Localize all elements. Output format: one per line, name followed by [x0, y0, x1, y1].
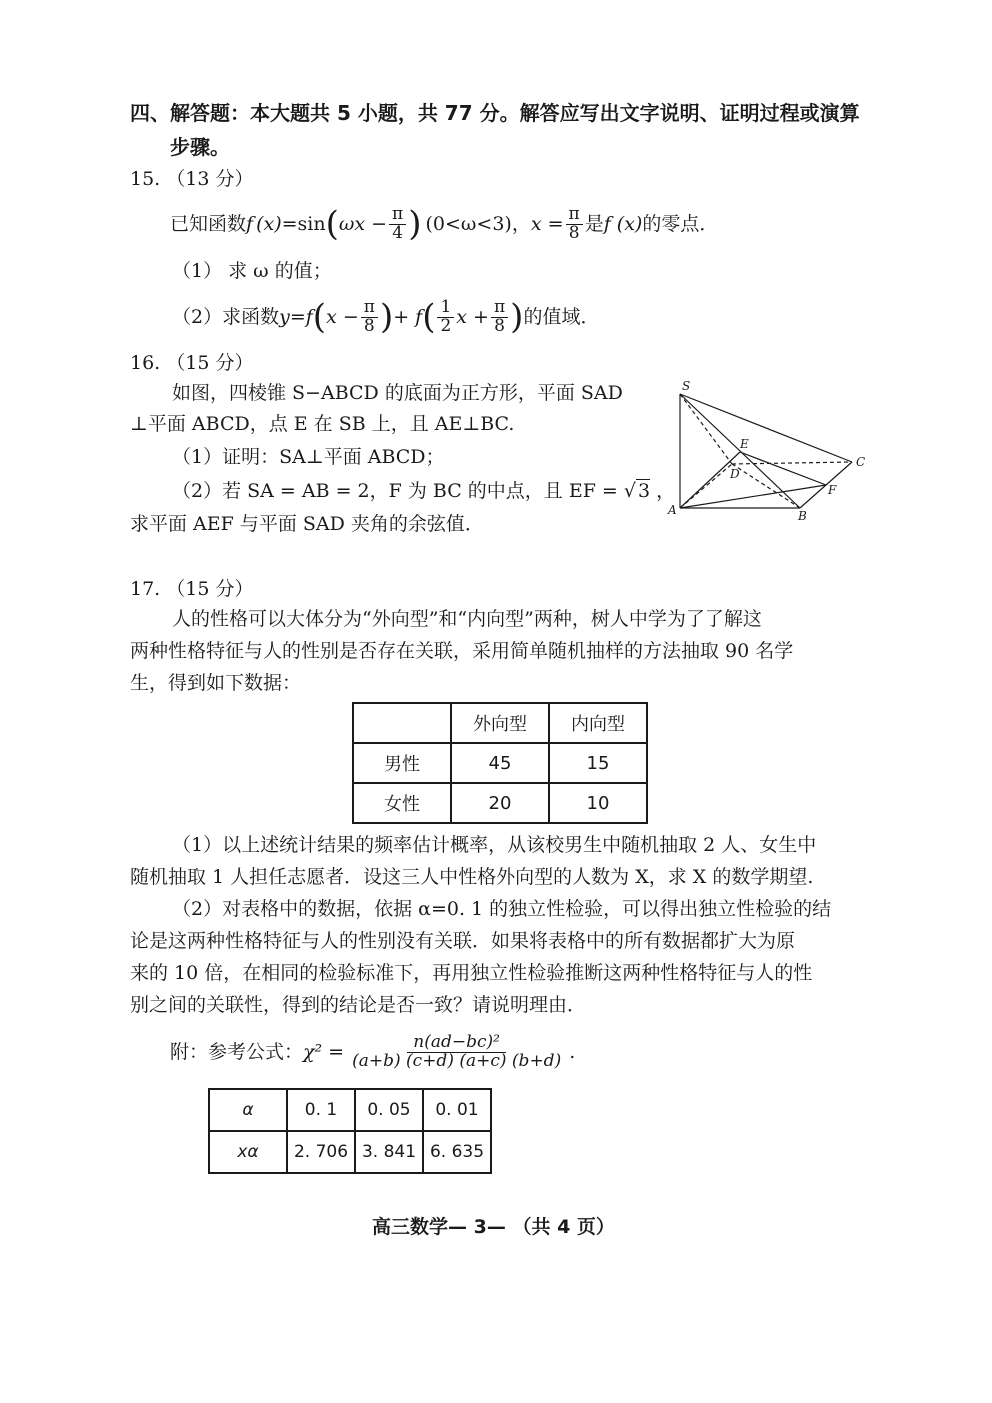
q15-p1-label: （1）: [172, 260, 223, 282]
label-C: C: [856, 455, 866, 469]
label-D: D: [730, 467, 740, 481]
q15-fx: f (x): [603, 213, 643, 235]
q17-header: [130, 576, 253, 602]
section-title-line2: 步骤。: [170, 135, 230, 159]
left-paren: (: [422, 297, 436, 337]
q15-points: （13 分）: [166, 168, 254, 190]
q15-part1: [172, 258, 332, 284]
q16-part1: （1）证明：SA⊥平面 ABCD；: [172, 446, 445, 468]
sqrt-sign: √: [623, 480, 636, 502]
table-cell: 男性: [353, 743, 451, 783]
table-cell: 3. 841: [355, 1131, 423, 1173]
q15-stem-prefix: 已知函数: [170, 213, 247, 235]
q17-part2-line1: （2）对表格中的数据，依据 α=0. 1 的独立性检验，可以得出独立性检验的结: [172, 898, 832, 920]
table-cell: 0. 05: [355, 1089, 423, 1131]
q16-stem-line1: 如图，四棱锥 S−ABCD 的底面为正方形，平面 SAD: [172, 382, 623, 404]
right-paren: ): [510, 297, 524, 337]
q17-stem-line2: 两种性格特征与人的性别是否存在关联，采用简单随机抽样的方法抽取 90 名学: [130, 640, 794, 662]
q15-part2: [172, 294, 599, 340]
q17-points: （15 分）: [166, 578, 254, 600]
q16-p2-b: ，: [656, 480, 676, 502]
reference-table: [208, 1088, 492, 1174]
page-footer: 高三数学— 3— （共 4 页）: [372, 1216, 615, 1238]
table-cell: xα: [209, 1131, 287, 1173]
table-row: [209, 1089, 491, 1131]
table-cell: 10: [549, 783, 647, 823]
pi-over-8: $\frac{\pi}{8}$: [566, 206, 583, 243]
table-row: [353, 783, 647, 823]
q17-number: 17.: [130, 578, 161, 600]
table-header: 内向型: [549, 703, 647, 743]
q15-sep: ，: [511, 213, 531, 235]
q17-part1-line1: （1）以上述统计结果的频率估计概率，从该校男生中随机抽取 2 人、女生中: [172, 834, 817, 856]
formula-den: (a+b) (c+d) (a+c) (b+d): [352, 1050, 562, 1071]
formula-end: .: [569, 1041, 576, 1063]
q17-part1-line2: 随机抽取 1 人担任志愿者．设这三人中性格外向型的人数为 X，求 X 的数学期望.: [130, 866, 814, 888]
label-S: S: [682, 379, 691, 393]
q15-p2-plus: + f: [393, 306, 423, 328]
q16-points: （15 分）: [166, 352, 254, 374]
right-paren: ): [379, 297, 394, 337]
formula-fraction: [346, 1031, 567, 1071]
label-F: F: [828, 483, 837, 497]
table-cell: α: [209, 1089, 287, 1131]
q17-part2-line2: 论是这两种性格特征与人的性别没有关联．如果将表格中的所有数据都扩大为原: [130, 930, 796, 952]
q15-p2-tail: 的值域．: [523, 306, 600, 328]
q15-inner: ωx −: [338, 213, 388, 235]
sqrt-value: 3: [638, 480, 651, 502]
q17-stem-line1: 人的性格可以大体分为“外向型”和“内向型”两种，树人中学为了了解这: [172, 608, 762, 630]
one-half: $\frac{1}{2}$: [437, 299, 454, 336]
formula-label: 附：参考公式：: [170, 1041, 304, 1063]
q15-cond: (0<ω<3): [425, 213, 512, 235]
table-cell: 20: [451, 783, 549, 823]
pi-over-4: $\frac{\pi}{4}$: [389, 206, 406, 243]
table-cell: 45: [451, 743, 549, 783]
q15-p2-inner: x −: [326, 306, 359, 328]
section-title-line1: 四、解答题：本大题共 5 小题，共 77 分。解答应写出文字说明、证明过程或演算: [130, 101, 860, 125]
q17-stem-line3: 生，得到如下数据：: [130, 672, 302, 694]
edge-EF: [740, 452, 826, 485]
formula-num: n(ad−bc)²: [407, 1034, 506, 1053]
left-paren: (: [325, 204, 339, 244]
q15-p2-x: x +: [456, 306, 489, 328]
q17-part2-line4: 别之间的关联性，得到的结论是否一致？请说明理由．: [130, 994, 587, 1016]
table-header: 外向型: [451, 703, 549, 743]
table-row: [353, 703, 647, 743]
q15-is: 是: [584, 213, 604, 235]
table-cell: 0. 01: [423, 1089, 491, 1131]
label-E: E: [740, 437, 749, 451]
q15-f: f: [246, 213, 254, 235]
pi-over-8: $\frac{\pi}{8}$: [491, 299, 508, 336]
q16-part2-line1: [172, 478, 675, 504]
q15-x-eq: x =: [530, 213, 564, 235]
q15-p2-prefix: 求函数: [222, 306, 280, 328]
q15-x: (x): [256, 213, 282, 235]
formula-lhs: χ² =: [303, 1041, 345, 1063]
formula: [170, 1026, 575, 1078]
q15-stem: [170, 202, 718, 246]
right-paren: ): [408, 204, 422, 244]
survey-table: [352, 702, 648, 824]
q16-header: [130, 350, 253, 376]
q17-part2-line3: 来的 10 倍，在相同的检验标准下，再用独立性检验推断这两种性格特征与人的性: [130, 962, 813, 984]
q16-p2-a: （2）若 SA = AB = 2，F 为 BC 的中点，且 EF =: [172, 480, 618, 502]
table-cell: 女性: [353, 783, 451, 823]
table-cell: 6. 635: [423, 1131, 491, 1173]
q15-p1-text: 求 ω 的值；: [228, 260, 332, 282]
left-paren: (: [312, 297, 327, 337]
label-A: A: [668, 503, 677, 517]
q15-zero-tail: 的零点．: [642, 213, 719, 235]
q16-stem-line2: ⊥平面 ABCD，点 E 在 SB 上，且 AE⊥BC.: [130, 413, 515, 435]
table-row: [353, 743, 647, 783]
q15-eq: =sin: [281, 213, 326, 235]
edge-DC: [732, 462, 852, 464]
q16-part2-line2: 求平面 AEF 与平面 SAD 夹角的余弦值．: [130, 513, 484, 535]
label-B: B: [798, 509, 807, 523]
table-cell: 15: [549, 743, 647, 783]
q15-header: [130, 166, 253, 192]
table-cell: [353, 703, 451, 743]
q15-p2-label: （2）: [172, 306, 223, 328]
pi-over-8: $\frac{\pi}{8}$: [361, 299, 378, 336]
q15-number: 15.: [130, 168, 161, 190]
table-cell: 2. 706: [287, 1131, 355, 1173]
table-row: [209, 1131, 491, 1173]
table-cell: 0. 1: [287, 1089, 355, 1131]
q16-number: 16.: [130, 352, 161, 374]
q15-p2-y: y=f: [279, 306, 313, 328]
pyramid-figure: [662, 378, 872, 523]
